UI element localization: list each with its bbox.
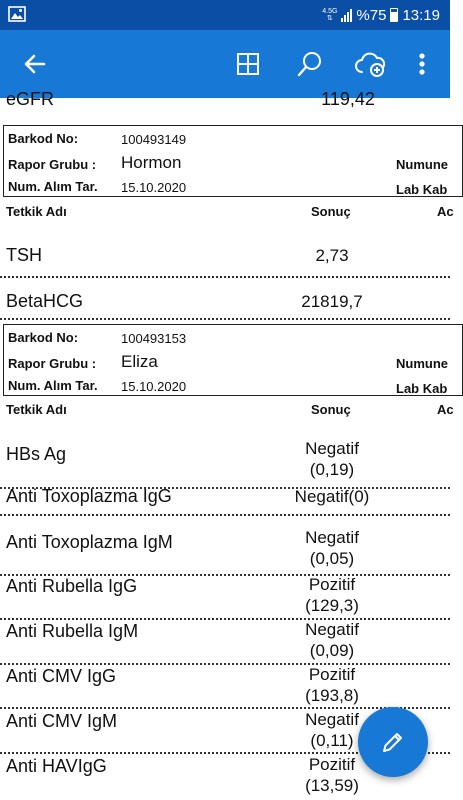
column-test-name: Tetkik Adı xyxy=(6,402,67,417)
cloud-add-icon xyxy=(354,50,386,78)
edit-fab-button[interactable] xyxy=(358,707,428,777)
num-alim-value: 15.10.2020 xyxy=(121,379,187,394)
report-content[interactable] xyxy=(0,89,454,800)
test-name: Anti Rubella IgM xyxy=(6,621,139,641)
image-notification-icon xyxy=(8,6,26,22)
test-result xyxy=(272,438,392,480)
search-icon xyxy=(296,50,324,78)
column-ac: Ac xyxy=(437,204,454,219)
result-line: Negatif xyxy=(305,620,359,639)
result-line: Negatif(0) xyxy=(294,487,370,506)
lab-kab-label: Lab Kab xyxy=(396,182,448,197)
row-divider xyxy=(0,276,450,278)
test-result xyxy=(272,574,392,616)
search-button[interactable] xyxy=(293,47,327,81)
result-line: (0,09) xyxy=(309,641,355,660)
rapor-grubu-value: Hormon xyxy=(121,153,182,172)
report-group-header xyxy=(3,125,463,197)
test-name: Anti CMV IgM xyxy=(6,711,118,731)
test-result xyxy=(272,664,392,706)
back-button[interactable] xyxy=(18,47,52,81)
result-line: Pozitif xyxy=(308,665,356,684)
test-name: Anti HAVIgG xyxy=(6,756,107,776)
test-result xyxy=(272,527,392,569)
column-result: Sonuç xyxy=(311,402,351,417)
row-divider xyxy=(0,318,450,320)
column-ac: Ac xyxy=(437,402,454,417)
result-line: (129,3) xyxy=(305,596,359,615)
test-result: 119,42 xyxy=(321,89,375,109)
test-name: TSH xyxy=(6,245,42,265)
result-line: 2,73 xyxy=(315,246,349,265)
rapor-grubu-label: Rapor Grubu : xyxy=(8,157,97,172)
test-name: Anti CMV IgG xyxy=(6,666,117,686)
grid-view-button[interactable] xyxy=(231,47,265,81)
network-type: 4.5G ⇅ xyxy=(322,8,338,22)
edit-pencil-icon xyxy=(380,729,406,755)
cloud-upload-button[interactable] xyxy=(353,47,387,81)
test-result xyxy=(272,619,392,661)
test-name: eGFR xyxy=(6,89,55,109)
test-name: Anti Toxoplazma IgM xyxy=(6,532,173,552)
column-test-name: Tetkik Adı xyxy=(6,204,67,219)
column-result: Sonuç xyxy=(311,204,351,219)
column-header xyxy=(0,402,460,418)
more-vert-icon xyxy=(417,51,427,77)
arrow-left-icon xyxy=(22,51,48,77)
status-bar xyxy=(0,0,450,30)
test-name: Anti Toxoplazma IgG xyxy=(6,486,172,506)
result-line: (0,11) xyxy=(310,731,354,750)
clock: 13:19 xyxy=(402,6,440,24)
signal-icon xyxy=(341,9,352,22)
more-options-button[interactable] xyxy=(405,47,439,81)
report-group-header xyxy=(3,324,463,396)
row-divider xyxy=(0,514,450,516)
table-row xyxy=(0,89,450,117)
battery-percent: %75 xyxy=(356,6,387,24)
test-result xyxy=(272,245,392,266)
network-label: 4.5G xyxy=(322,8,338,15)
battery-icon xyxy=(390,8,398,22)
numune-label: Numune xyxy=(396,157,448,172)
test-name: HBs Ag xyxy=(6,444,67,464)
result-line: Negatif xyxy=(305,439,359,458)
lab-kab-label: Lab Kab xyxy=(396,381,448,396)
barkod-label: Barkod No: xyxy=(8,330,79,345)
barkod-value: 100493149 xyxy=(121,132,187,147)
result-line: (0,19) xyxy=(309,460,355,479)
test-result xyxy=(272,486,392,507)
grid-icon xyxy=(235,51,261,77)
result-line: Pozitif xyxy=(308,575,356,594)
numune-label: Numune xyxy=(396,356,448,371)
column-header xyxy=(0,204,460,220)
result-line: 21819,7 xyxy=(301,292,363,311)
result-line: (193,8) xyxy=(305,686,359,705)
result-line: (13,59) xyxy=(305,776,359,795)
num-alim-label: Num. Alım Tar. xyxy=(8,179,98,194)
result-line: Negatif xyxy=(305,528,359,547)
test-result xyxy=(272,291,392,312)
rapor-grubu-value: Eliza xyxy=(121,352,158,371)
num-alim-value: 15.10.2020 xyxy=(121,180,187,195)
result-line: (0,05) xyxy=(309,549,355,568)
test-name: BetaHCG xyxy=(6,291,84,311)
num-alim-label: Num. Alım Tar. xyxy=(8,378,98,393)
rapor-grubu-label: Rapor Grubu : xyxy=(8,356,97,371)
test-name: Anti Rubella IgG xyxy=(6,576,138,596)
barkod-value: 100493153 xyxy=(121,331,187,346)
result-line: Pozitif xyxy=(308,755,356,774)
result-line: Negatif xyxy=(305,710,359,729)
app-bar xyxy=(0,30,450,98)
barkod-label: Barkod No: xyxy=(8,131,79,146)
